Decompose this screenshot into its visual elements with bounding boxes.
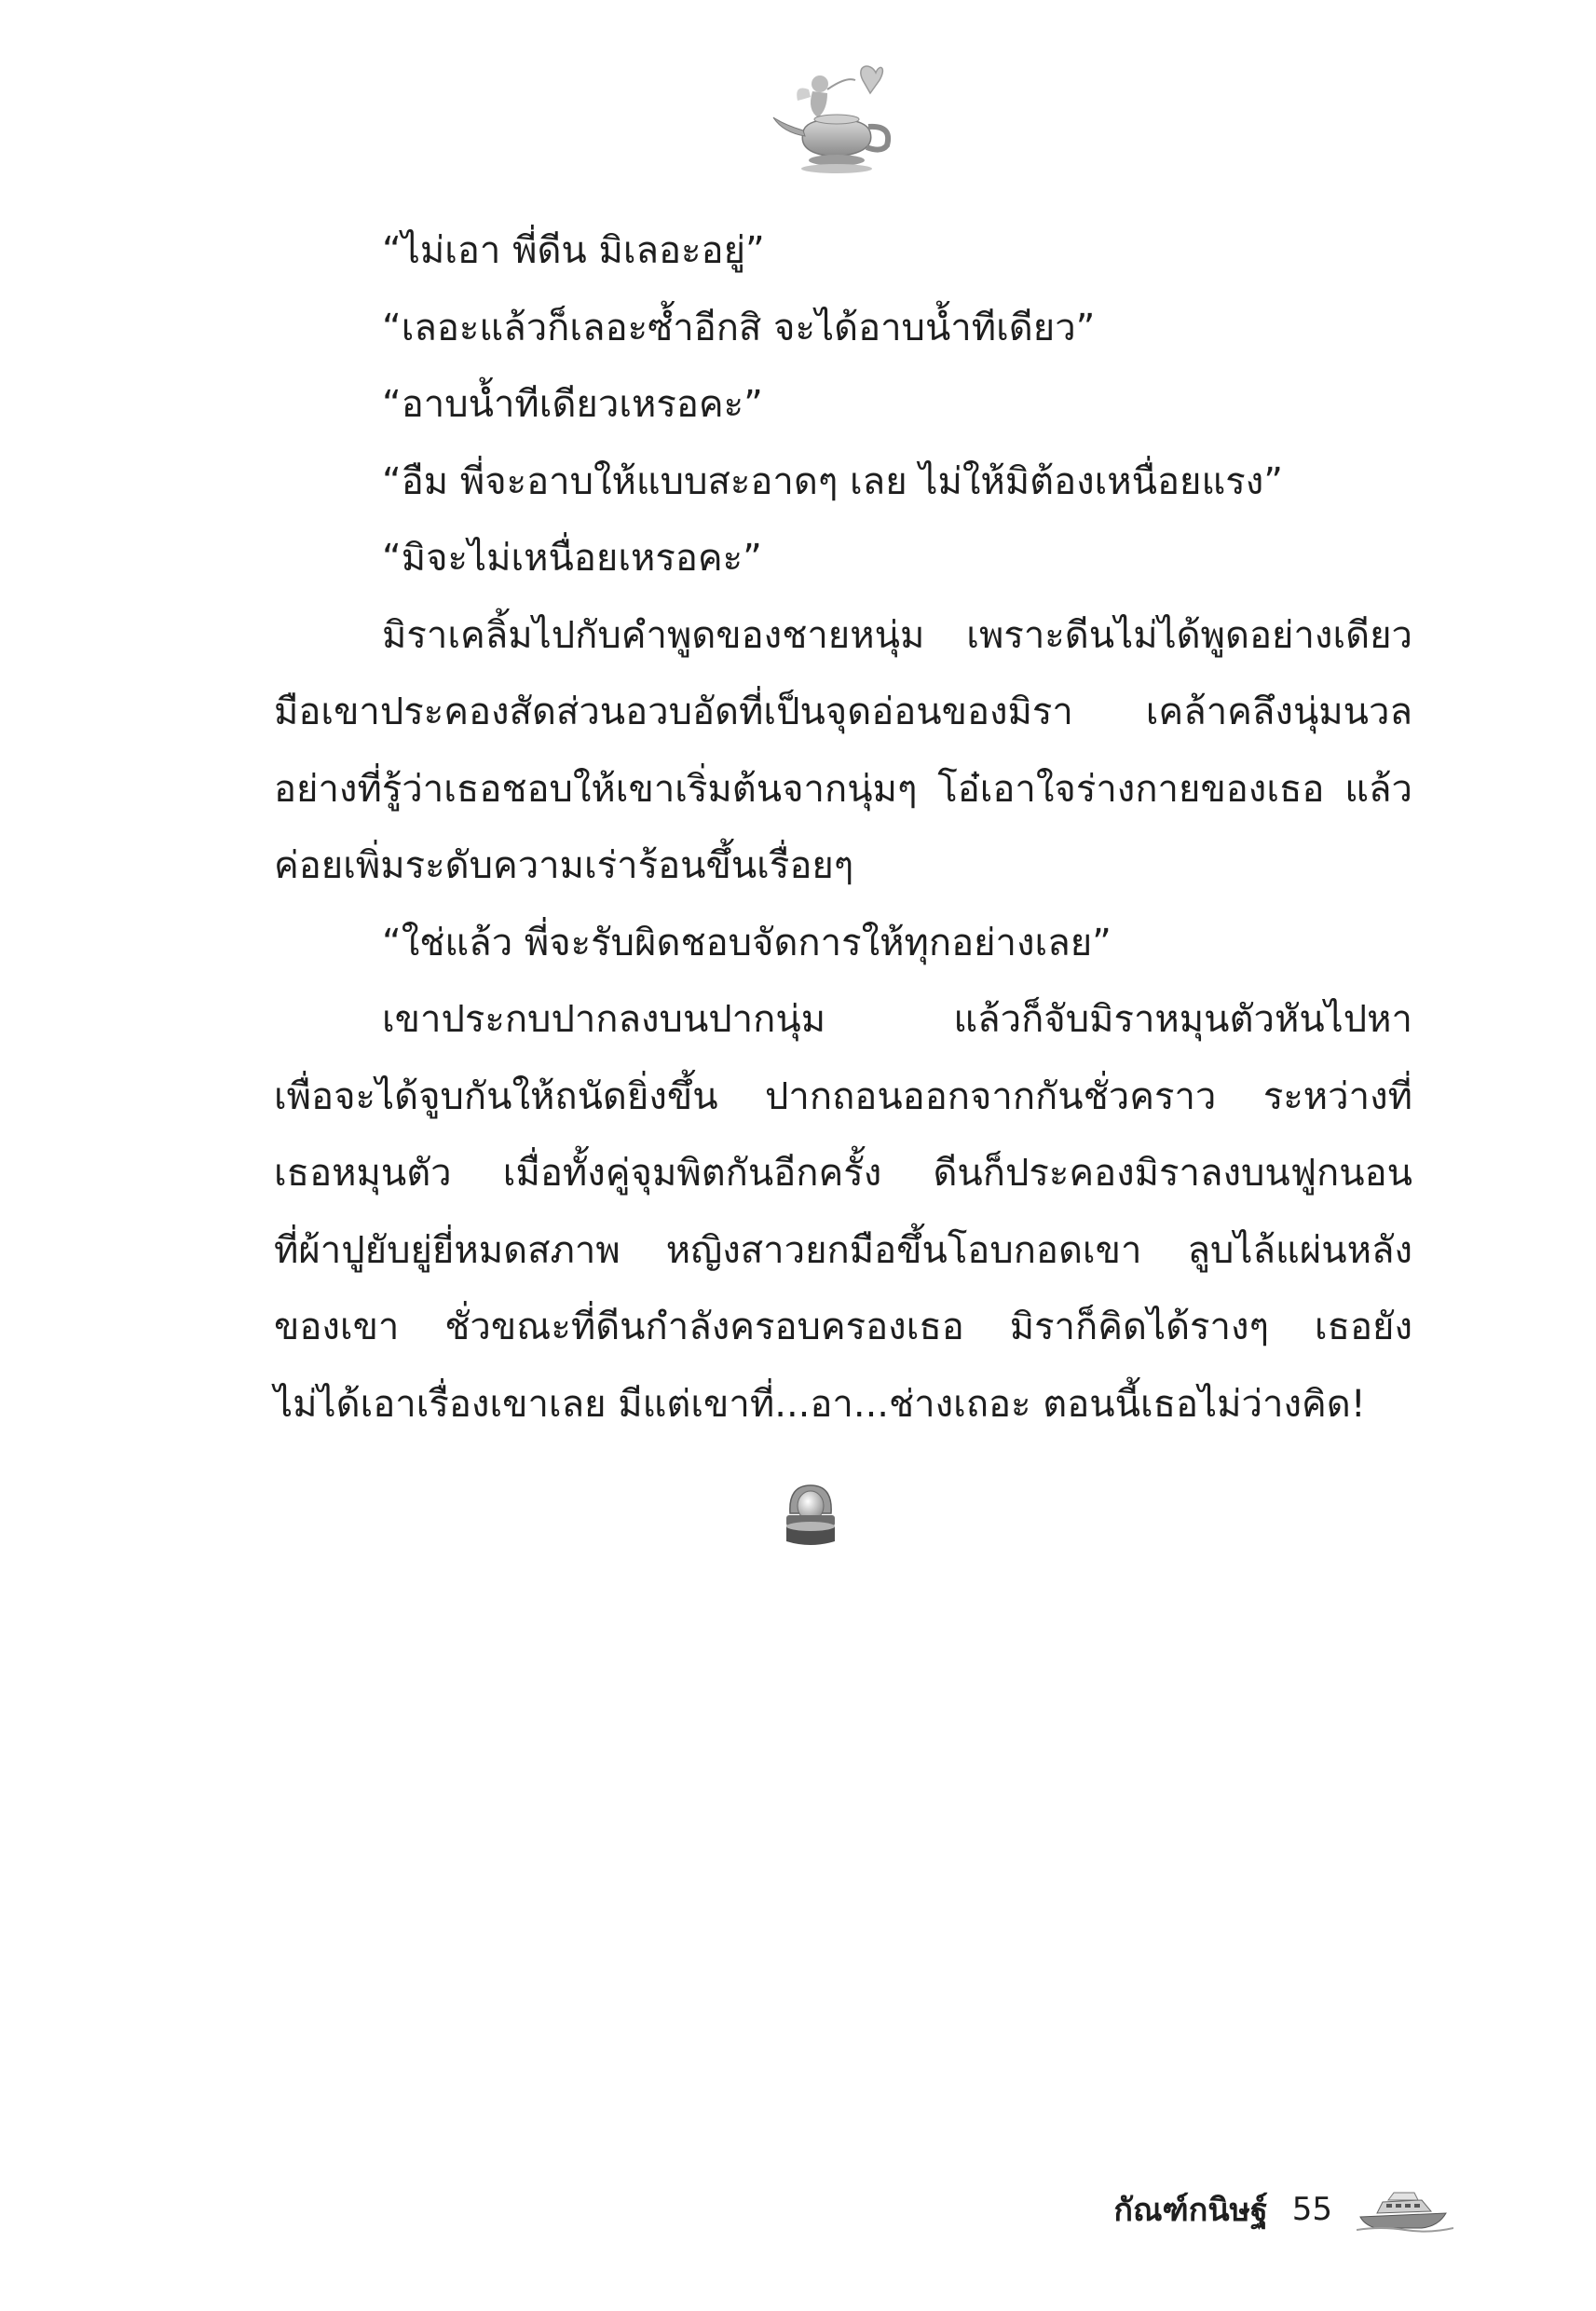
text-line: เขาประกบปากลงบนปากนุ่ม แล้วก็จับมิราหมุนตัวหันไปหา — [382, 998, 1412, 1041]
text-line: ของเขา ชั่วขณะที่ดีนกำลังครอบครองเธอ มิราก็คิดได้รางๆ เธอยัง — [274, 1306, 1412, 1348]
text-line: “ไม่เอา พี่ดีน มิเลอะอยู่” — [382, 229, 765, 272]
text-line: มิราเคลิ้มไปกับคำพูดของชายหนุ่ม เพราะดีนไม่ได้พูดอย่างเดียว — [382, 613, 1412, 657]
text-line: ไม่ได้เอาเรื่องเขาเลย มีแต่เขาที่...อา...ช่างเถอะ ตอนนี้เธอไม่ว่างคิด! — [274, 1382, 1366, 1426]
text-line: “อาบน้ำทีเดียวเหรอคะ” — [382, 383, 763, 426]
page-footer — [932, 2177, 1453, 2242]
text-line: “อืม พี่จะอาบให้แบบสะอาดๆ เลย ไม่ให้มิต้องเหนื่อยแรง” — [382, 459, 1283, 503]
text-line: “มิจะไม่เหนื่อยเหรอคะ” — [382, 537, 762, 580]
text-line: เธอหมุนตัว เมื่อทั้งคู่จุมพิตกันอีกครั้ง ดีนก็ประคองมิราลงบนฟูกนอน — [274, 1152, 1412, 1195]
text-line: อย่างที่รู้ว่าเธอชอบให้เขาเริ่มต้นจากนุ่มๆ โอ๋เอาใจร่างกายของเธอ แล้ว — [274, 767, 1412, 811]
book-title: กัณฑ์กนิษฐ์ — [1113, 2192, 1268, 2229]
ring-box-icon — [781, 1480, 840, 1556]
text-line: “เลอะแล้วก็เลอะซ้ำอีกสิ จะได้อาบน้ำทีเดียว” — [382, 306, 1096, 349]
text-line: ที่ผ้าปูยับยู่ยี่หมดสภาพ หญิงสาวยกมือขึ้นโอบกอดเขา ลูบไล้แผ่นหลัง — [274, 1228, 1412, 1272]
story-text — [274, 212, 1412, 1443]
boat-icon — [1357, 2185, 1453, 2234]
text-line: มือเขาประคองสัดส่วนอวบอัดที่เป็นจุดอ่อนของมิรา เคล้าคลึงนุ่มนวล — [274, 691, 1412, 733]
text-line: “ใช่แล้ว พี่จะรับผิดชอบจัดการให้ทุกอย่างเลย” — [382, 921, 1112, 964]
page-number: 55 — [1291, 2191, 1332, 2228]
cupid-teapot-icon — [766, 56, 906, 177]
text-line: ค่อยเพิ่มระดับความเร่าร้อนขึ้นเรื่อยๆ — [274, 844, 854, 887]
text-line: เพื่อจะได้จูบกันให้ถนัดยิ่งขึ้น ปากถอนออกจากกันชั่วคราว ระหว่างที่ — [274, 1074, 1412, 1118]
